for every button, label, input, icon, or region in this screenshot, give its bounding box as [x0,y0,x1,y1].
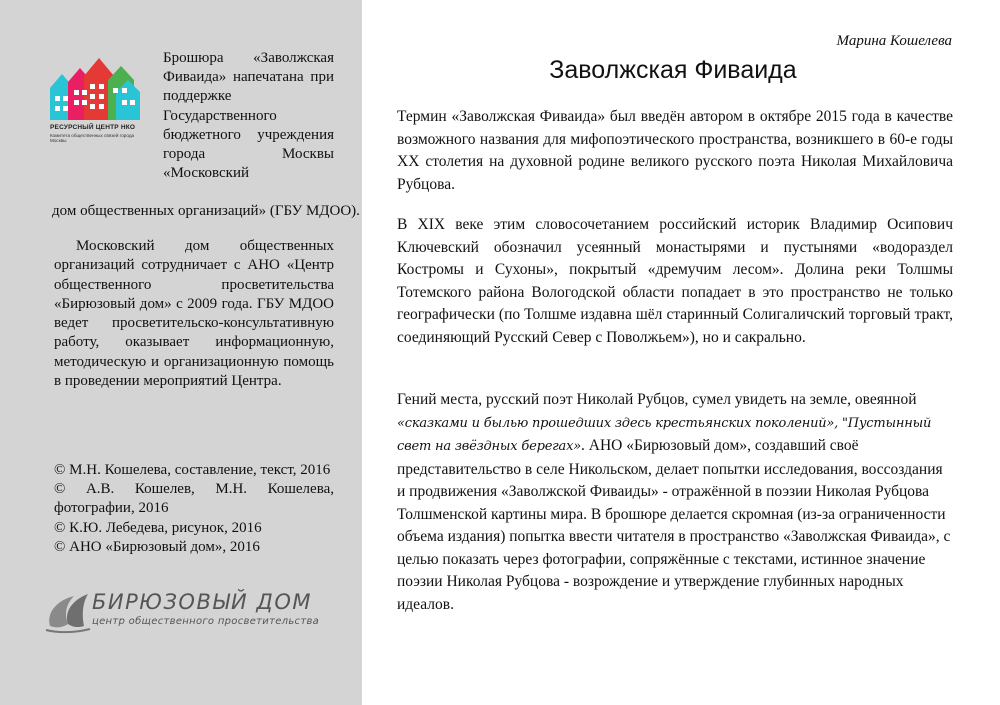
cooperation-paragraph: Московский дом общественных организаций сотрудничает с АНО «Центр общественного просветительства «Бирюзовый дом» с 2009 года. ГБУ МДОО ведет просветительско-консультативную работу, оказывает информационную, методическую и организационную помощь в проведении мероприятий Центра. [54,238,334,390]
biryuzovy-dom-emblem-icon [44,586,92,634]
author-name: Марина Кошелева [836,33,952,49]
houses-icon [50,58,140,122]
brochure-support-main: Брошюра «Заволжская Фиваида» напечатана при поддержке Государственного бюджетного учреждения города Москвы «Московский [163,50,334,182]
left-panel [0,0,362,705]
right-panel [362,0,1000,705]
brochure-support-tail: дом общественных организаций» (ГБУ МДОО). [52,203,360,219]
copyright-line: © К.Ю. Лебедева, рисунок, 2016 [54,519,262,536]
copyright-line: © А.В. Кошелев, М.Н. Кошелева, фотографии, 2016 [54,481,334,517]
paragraph-1: Термин «Заволжская Фиваида» был введён автором в октябре 2015 года в качестве возможного названия для мифопоэтического пространства, возникшего в 60-е годы XX столетия на духовной родине великого русского поэта Николая Михайловича Рубцова. [397,108,953,193]
copyright-line: © АНО «Бирюзовый дом», 2016 [54,538,260,555]
page-title: Заволжская Фиваида [549,56,797,84]
nko-logo-subtitle: Комитета общественных связей города Москвы [50,133,135,144]
copyright-line: © М.Н. Кошелева, составление, текст, 2016 [54,462,331,478]
paragraph-3 [397,389,953,616]
paragraph-2: В XIX веке этим словосочетанием российский историк Владимир Осипович Ключевский обозначил усеянный монастырями и пустынями «водораздел Костромы и Сухоны», покрытый «дремучим лесом». Долина реки Толшмы Тотемского района Вологодской области попадает в это пространство не только географически (по Толшме издавна шёл старинный Солигаличский торговый тракт, соединяющий Русский Север с Поволжьем»), но и сакрально. [397,216,953,346]
nko-resource-center-logo [50,58,140,148]
biryuzovy-dom-title: БИРЮЗОВЫЙ ДОМ [92,590,312,614]
biryuzovy-dom-logo [44,586,334,634]
nko-logo-title: РЕСУРСНЫЙ ЦЕНТР НКО [50,124,136,131]
paragraph-3-quote: «сказками и былью прошедших здесь крестьянских поколений», "Пустынный свет на звёздных берегах» [397,415,932,454]
paragraph-3-end: . АНО «Бирюзовый дом», создавший своё представительство в селе Никольском, делает попытки исследования, воссоздания и продвижения «Заволжской Фиваиды» - отражённой в поэзии Николая Рубцова Толшменской картины мира. В брошюре делается скромная (из-за ограниченности объема издания) попытка ввести читателя в пространство «Заволжская Фиваида», с целью показать через фотографии, сопряжённые с текстами, истинное значение поэзии Николая Рубцова - возрождение и утверждение глубинных народных идеалов. [397,437,951,613]
biryuzovy-dom-subtitle: центр общественного просветительства [92,616,320,627]
copyright-list [54,461,334,557]
paragraph-3-start: Гений места, русский поэт Николай Рубцов, сумел увидеть на земле, овеянной [397,391,917,408]
